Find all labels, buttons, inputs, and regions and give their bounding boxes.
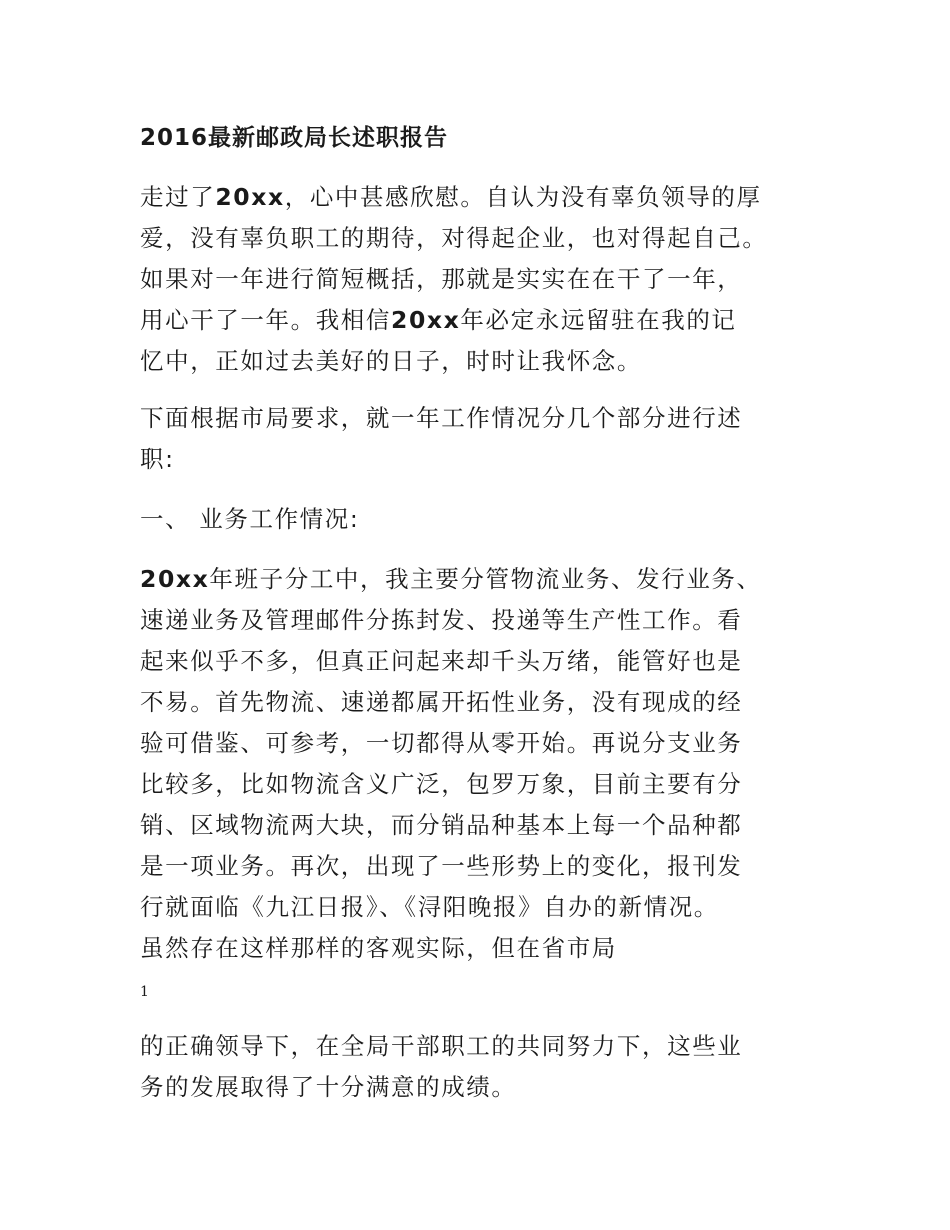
paragraph-intro: 走过了20xx，心中甚感欣慰。自认为没有辜负领导的厚 爱，没有辜负职工的期待，对得起企业，也对得起自己。 如果对一年进行简短概括，那就是实实在在干了一年， 用心干了一年。我相信20xx年必定永远留驻在我的记 忆中，正如过去美好的日子，时时让我怀念。 bbox=[140, 183, 768, 375]
page-number: 1 bbox=[140, 984, 149, 1000]
paragraph-outline: 下面根据市局要求，就一年工作情况分几个部分进行述 职: bbox=[140, 404, 743, 473]
paragraph-continued: 的正确领导下，在全局干部职工的共同努力下，这些业 务的发展取得了十分满意的成绩。 bbox=[140, 1032, 743, 1101]
section-heading-business: 一、 业务工作情况: bbox=[140, 505, 360, 533]
year-number: 2016 bbox=[140, 125, 209, 151]
year-number: 20xx bbox=[140, 565, 210, 593]
year-number: 20xx bbox=[215, 183, 285, 211]
document-title: 2016最新邮政局长述职报告 bbox=[140, 125, 449, 151]
year-number: 20xx bbox=[391, 306, 461, 334]
paragraph-business-work: 20xx年班子分工中，我主要分管物流业务、发行业务、 速递业务及管理邮件分拣封发、投递等生产性工作。看 起来似乎不多，但真正问起来却千头万绪，能管好也是 不易。首先物流、速递都属开拓性业务，没有现成的经 验可借鉴、可参考，一切都得从零开始。再说分支业务 比较多，比如物流含义广泛，包罗万象，目前主要有分 销、区域物流两大块，而分销品种基本上每一个品种都 是一项业务。再次，出现了一些形势上的变化，报刊发 行就面临《九江日报》、《浔阳晚报》自办的新情况。 虽然存在这样那样的客观实际，但在省市局 bbox=[140, 565, 762, 962]
